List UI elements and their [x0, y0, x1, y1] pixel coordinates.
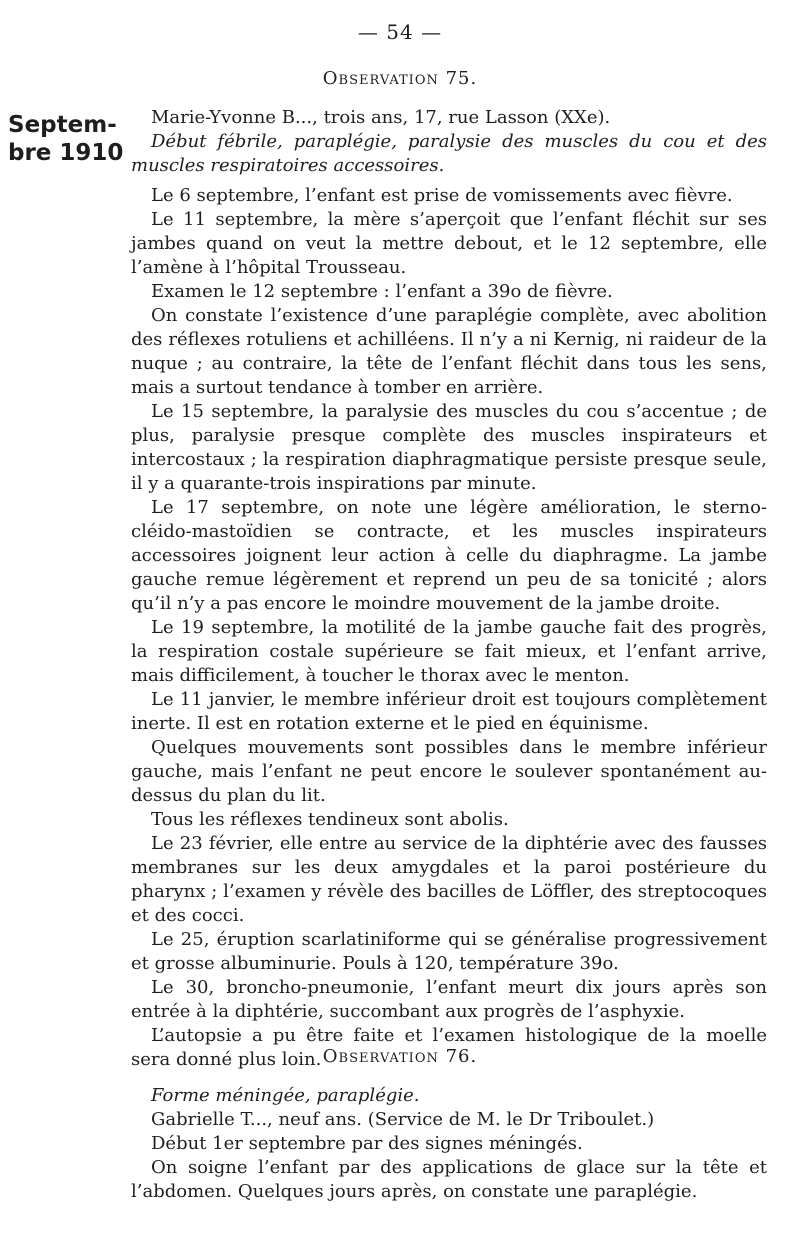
observation-76-heading: Observation 76. — [322, 1046, 478, 1067]
paragraph: L’autopsie a pu être faite et l’examen histologique de la moelle sera donné plus loin. — [131, 1025, 767, 1070]
patient-line: Marie-Yvonne B..., trois ans, 17, rue Lasson (XXe). — [151, 107, 611, 128]
observation-76-body — [131, 1084, 767, 1204]
page-number: — 54 — — [357, 20, 443, 44]
paragraph: Le 23 février, elle entre au service de la diphtérie avec des fausses membranes sur les deux amygdales et la paroi postérieure du pharynx ; l’examen y révèle des bacilles de Löffler, des streptocoques et des cocci. — [131, 833, 767, 926]
margin-date-note — [8, 111, 123, 167]
paragraph: Tous les réflexes tendineux sont abolis. — [151, 809, 509, 830]
case-summary: Forme méningée, paraplégie. — [151, 1085, 420, 1106]
margin-date-line-1: Septem- — [8, 112, 117, 138]
patient-line: Gabrielle T..., neuf ans. (Service de M. le Dr Triboulet.) — [151, 1109, 655, 1130]
margin-date-line-2: bre 1910 — [8, 140, 124, 166]
paragraph: Le 11 janvier, le membre inférieur droit est toujours complètement inerte. Il est en rotation externe et le pied en équinisme. — [131, 689, 767, 734]
paragraph: Le 11 septembre, la mère s’aperçoit que l’enfant fléchit sur ses jambes quand on veut la mettre debout, et le 12 septembre, elle l’amène à l’hôpital Trousseau. — [131, 209, 767, 278]
paragraph: Le 19 septembre, la motilité de la jambe gauche fait des progrès, la respiration costale supérieure se fait mieux, et l’enfant arrive, mais difficilement, à toucher le thorax avec le menton. — [131, 617, 767, 686]
observation-75-body — [131, 106, 767, 1072]
paragraph: Le 17 septembre, on note une légère amélioration, le sterno-cléido-mastoïdien se contracte, et les muscles inspirateurs accessoires joignent leur action à celle du diaphragme. La jambe gauche remue légèrement et reprend un peu de sa tonicité ; alors qu’il n’y a pas encore le moindre mouvement de la jambe droite. — [131, 497, 767, 614]
onset-line: Début 1er septembre par des signes méningés. — [151, 1133, 583, 1154]
paragraph: Le 25, éruption scarlatiniforme qui se généralise progressivement et grosse albuminurie. Pouls à 120, température 39o. — [131, 929, 767, 974]
observation-75-heading: Observation 75. — [322, 68, 478, 89]
paragraph: Le 15 septembre, la paralysie des muscles du cou s’accentue ; de plus, paralysie presque complète des muscles inspirateurs et intercostaux ; la respiration diaphragmatique persiste presque seule, il y a quarante-trois inspirations par minute. — [131, 401, 767, 494]
paragraph: Le 6 septembre, l’enfant est prise de vomissements avec fièvre. — [151, 185, 733, 206]
paragraph: Examen le 12 septembre : l’enfant a 39o de fièvre. — [151, 281, 613, 302]
paragraph: On soigne l’enfant par des applications de glace sur la tête et l’abdomen. Quelques jours après, on constate une paraplégie. — [131, 1157, 767, 1202]
paragraph: Quelques mouvements sont possibles dans le membre inférieur gauche, mais l’enfant ne peut encore le soulever spontanément au-dessus du plan du lit. — [131, 737, 767, 806]
paragraph: Le 30, broncho-pneumonie, l’enfant meurt dix jours après son entrée à la diphtérie, succombant aux progrès de l’asphyxie. — [131, 977, 767, 1022]
case-summary: Début fébrile, paraplégie, paralysie des muscles du cou et des muscles respiratoires accessoires. — [131, 131, 767, 176]
paragraph: On constate l’existence d’une paraplégie complète, avec abolition des réflexes rotuliens et achilléens. Il n’y a ni Kernig, ni raideur de la nuque ; au contraire, la tête de l’enfant fléchit dans tous les sens, mais a surtout tendance à tomber en arrière. — [131, 305, 767, 398]
